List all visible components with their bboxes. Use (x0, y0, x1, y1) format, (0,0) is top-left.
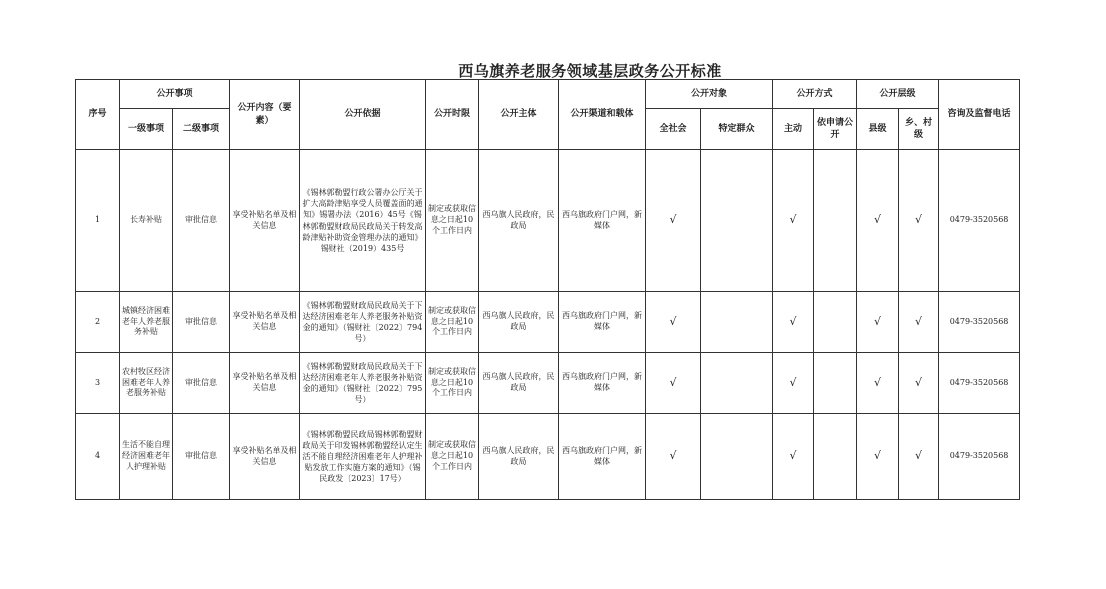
cell-specific-check (701, 353, 773, 414)
cell-seq: 4 (76, 414, 120, 500)
cell-content: 享受补贴名单及相关信息 (230, 414, 300, 500)
header-row-1 (76, 80, 1020, 109)
header-target: 公开对象 (646, 80, 773, 109)
cell-contact: 0479-3520568 (939, 150, 1020, 292)
table-row (76, 353, 1020, 414)
cell-subject: 西乌旗人民政府，民政局 (479, 414, 559, 500)
header-basis: 公开依据 (300, 80, 426, 150)
cell-village-check: √ (899, 292, 939, 353)
cell-channel: 西乌旗政府门户网，新媒体 (559, 150, 646, 292)
table-row (76, 414, 1020, 500)
header-time: 公开时限 (426, 80, 479, 150)
table-row (76, 150, 1020, 292)
cell-channel: 西乌旗政府门户网，新媒体 (559, 414, 646, 500)
cell-content: 享受补贴名单及相关信息 (230, 150, 300, 292)
cell-village-check: √ (899, 353, 939, 414)
cell-level2: 审批信息 (173, 150, 230, 292)
cell-society-check: √ (646, 150, 701, 292)
cell-level2: 审批信息 (173, 292, 230, 353)
cell-time: 制定或获取信息之日起10个工作日内 (426, 414, 479, 500)
cell-on-request-check (814, 414, 857, 500)
cell-society-check: √ (646, 292, 701, 353)
cell-channel: 西乌旗政府门户网，新媒体 (559, 353, 646, 414)
cell-basis: 《锡林郭勒盟财政局民政局关于下达经济困难老年人养老服务补贴资金的通知》（锡财社〔2022〕794号） (300, 292, 426, 353)
header-level2: 二级事项 (173, 109, 230, 150)
header-seq: 序号 (76, 80, 120, 150)
cell-society-check: √ (646, 414, 701, 500)
header-subject: 公开主体 (479, 80, 559, 150)
cell-active-check: √ (773, 292, 814, 353)
cell-active-check: √ (773, 150, 814, 292)
disclosure-standard-table (75, 79, 1020, 500)
cell-basis: 《锡林郭勒盟民政局锡林郭勒盟财政局关于印发锡林郭勒盟经认定生活不能自理经济困难老年人护理补贴发放工作实施方案的通知》（锡民政发〔2023〕17号） (300, 414, 426, 500)
header-item: 公开事项 (120, 80, 230, 109)
cell-subject: 西乌旗人民政府，民政局 (479, 150, 559, 292)
document-title: 西乌旗养老服务领域基层政务公开标准 (458, 62, 722, 80)
cell-on-request-check (814, 292, 857, 353)
header-contact: 咨询及监督电话 (939, 80, 1020, 150)
cell-specific-check (701, 292, 773, 353)
cell-channel: 西乌旗政府门户网，新媒体 (559, 292, 646, 353)
header-content: 公开内容（要素） (230, 80, 300, 150)
cell-active-check: √ (773, 353, 814, 414)
cell-level1: 长寿补贴 (120, 150, 173, 292)
cell-county-check: √ (857, 292, 899, 353)
cell-subject: 西乌旗人民政府，民政局 (479, 353, 559, 414)
cell-level2: 审批信息 (173, 414, 230, 500)
cell-seq: 2 (76, 292, 120, 353)
cell-time: 制定或获取信息之日起10个工作日内 (426, 292, 479, 353)
header-county: 县级 (857, 109, 899, 150)
cell-society-check: √ (646, 353, 701, 414)
header-channel: 公开渠道和载体 (559, 80, 646, 150)
cell-level2: 审批信息 (173, 353, 230, 414)
cell-contact: 0479-3520568 (939, 292, 1020, 353)
cell-seq: 3 (76, 353, 120, 414)
cell-contact: 0479-3520568 (939, 414, 1020, 500)
cell-county-check: √ (857, 414, 899, 500)
cell-level1: 农村牧区经济困难老年人养老服务补贴 (120, 353, 173, 414)
header-tier: 公开层级 (857, 80, 939, 109)
header-on-request: 依申请公开 (814, 109, 857, 150)
header-active: 主动 (773, 109, 814, 150)
cell-active-check: √ (773, 414, 814, 500)
header-specific: 特定群众 (701, 109, 773, 150)
header-village: 乡、村级 (899, 109, 939, 150)
cell-time: 制定或获取信息之日起10个工作日内 (426, 353, 479, 414)
header-level1: 一级事项 (120, 109, 173, 150)
cell-basis: 《锡林郭勒盟行政公署办公厅关于扩大高龄津贴享受人员覆盖面的通知》锡署办法（2016）45号《锡林郭勒盟财政局民政局关于转发高龄津贴补助资金管理办法的通知》锡财社（2019）435号 (300, 150, 426, 292)
cell-basis: 《锡林郭勒盟财政局民政局关于下达经济困难老年人养老服务补贴资金的通知》（锡财社〔2022〕795号） (300, 353, 426, 414)
cell-county-check: √ (857, 353, 899, 414)
cell-county-check: √ (857, 150, 899, 292)
cell-content: 享受补贴名单及相关信息 (230, 292, 300, 353)
cell-contact: 0479-3520568 (939, 353, 1020, 414)
cell-on-request-check (814, 150, 857, 292)
cell-specific-check (701, 150, 773, 292)
header-society: 全社会 (646, 109, 701, 150)
cell-time: 制定或获取信息之日起10个工作日内 (426, 150, 479, 292)
header-method: 公开方式 (773, 80, 857, 109)
cell-on-request-check (814, 353, 857, 414)
cell-village-check: √ (899, 150, 939, 292)
table-row (76, 292, 1020, 353)
cell-subject: 西乌旗人民政府，民政局 (479, 292, 559, 353)
cell-content: 享受补贴名单及相关信息 (230, 353, 300, 414)
cell-level1: 生活不能自理经济困难老年人护理补贴 (120, 414, 173, 500)
cell-specific-check (701, 414, 773, 500)
cell-seq: 1 (76, 150, 120, 292)
cell-level1: 城镇经济困难老年人养老服务补贴 (120, 292, 173, 353)
cell-village-check: √ (899, 414, 939, 500)
